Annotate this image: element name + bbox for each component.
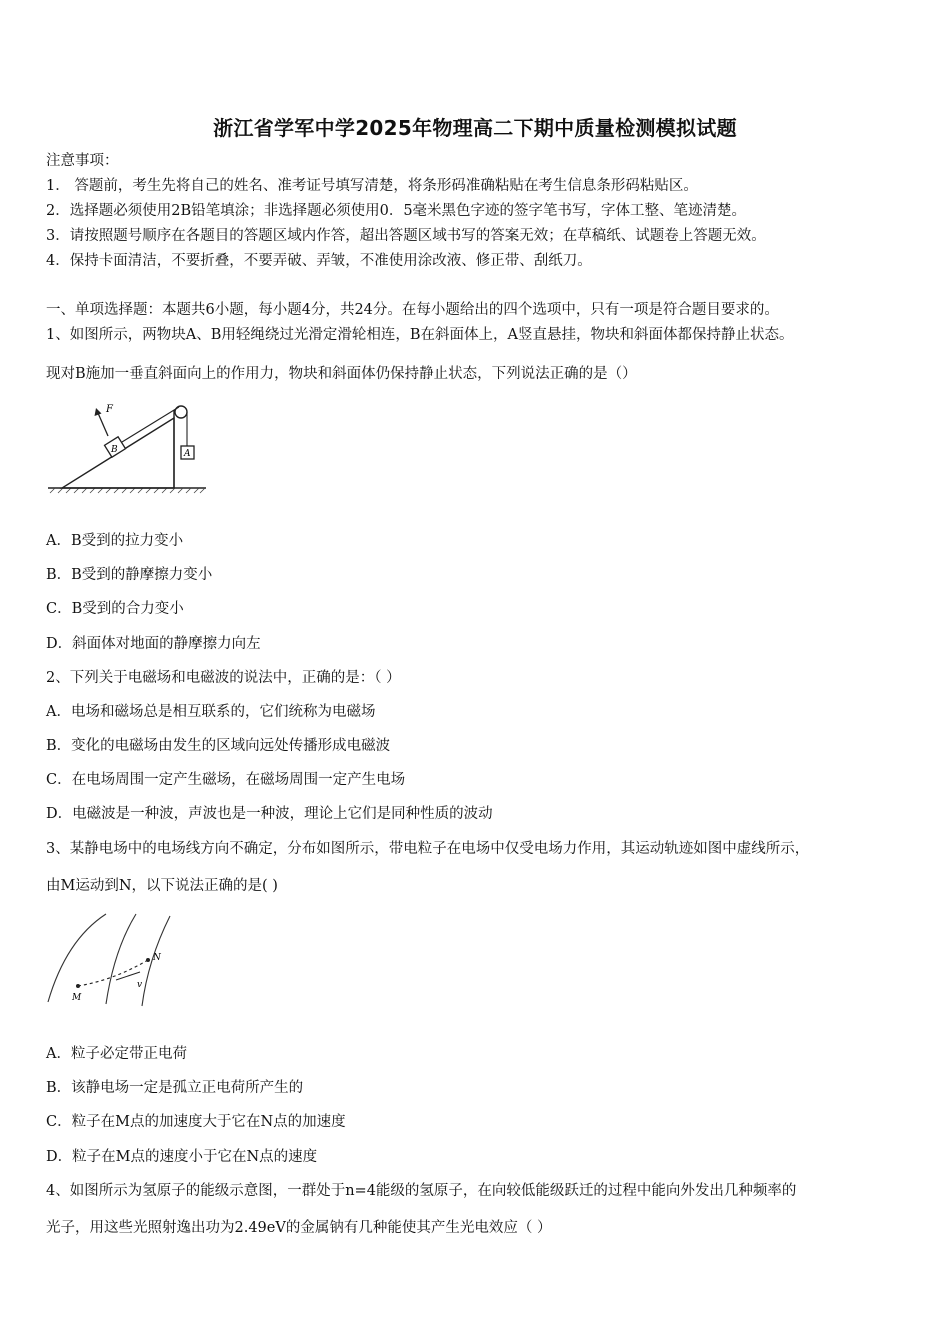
q4-stem-line2: 光子，用这些光照射逸出功为2.49eV的金属钠有几种能使其产生光电效应（ ） <box>46 1220 552 1236</box>
q1-stem-line2: 现对B施加一垂直斜面向上的作用力，物块和斜面体仍保持静止状态，下列说法正确的是（） <box>46 366 637 382</box>
q2-option-d: D．电磁波是一种波，声波也是一种波，理论上它们是同种性质的波动 <box>46 806 493 822</box>
q1-incline-figure <box>44 396 214 496</box>
q2-option-b: B．变化的电磁场由发生的区域向远处传播形成电磁波 <box>46 738 391 754</box>
q3-field-figure <box>44 910 174 1010</box>
force-arrow <box>98 413 108 436</box>
field-line-2 <box>106 914 136 1004</box>
q1-option-c: C．B受到的合力变小 <box>46 601 184 617</box>
q1-stem-line1: 1、如图所示，两物块A、B用轻绳绕过光滑定滑轮相连，B在斜面体上，A竖直悬挂，物块和斜面体都保持静止状态。 <box>46 327 794 343</box>
q2-stem: 2、下列关于电磁场和电磁波的说法中，正确的是：（ ） <box>46 670 401 686</box>
force-label: F <box>106 404 113 415</box>
section-heading: 一、单项选择题：本题共6小题，每小题4分，共24分。在每小题给出的四个选项中，只有一项是符合题目要求的。 <box>46 302 779 318</box>
q3-stem-line1: 3、某静电场中的电场线方向不确定，分布如图所示，带电粒子在电场中仅受电场力作用，其运动轨迹如图中虚线所示， <box>46 841 810 857</box>
label-v: v <box>137 980 143 990</box>
label-m: M <box>72 993 82 1003</box>
q3-option-a: A．粒子必定带正电荷 <box>46 1046 187 1062</box>
q1-option-a: A．B受到的拉力变小 <box>46 533 184 549</box>
q2-option-a: A．电场和磁场总是相互联系的，它们统称为电磁场 <box>46 704 376 720</box>
exam-title: 浙江省学军中学2025年物理高二下期中质量检测模拟试题 <box>213 116 737 140</box>
block-a-label: A <box>184 449 191 459</box>
q4-stem-line1: 4、如图所示为氢原子的能级示意图，一群处于n=4能级的氢原子，在向较低能级跃迁的过程中能向外发出几种频率的 <box>46 1183 797 1199</box>
notice-item-4: 4．保持卡面清洁，不要折叠，不要弄破、弄皱，不准使用涂改液、修正带、刮纸刀。 <box>46 253 592 269</box>
point-n <box>146 958 150 962</box>
block-b-label: B <box>111 445 118 455</box>
notice-item-3: 3．请按照题号顺序在各题目的答题区域内作答，超出答题区域书写的答案无效；在草稿纸、试题卷上答题无效。 <box>46 228 766 244</box>
velocity-line <box>116 972 140 980</box>
q3-option-d: D．粒子在M点的速度小于它在N点的速度 <box>46 1149 318 1165</box>
rope-to-b <box>122 407 179 442</box>
q3-option-c: C．粒子在M点的加速度大于它在N点的加速度 <box>46 1114 346 1130</box>
force-arrowhead <box>95 408 102 416</box>
notice-heading: 注意事项： <box>46 153 119 169</box>
q3-option-b: B．该静电场一定是孤立正电荷所产生的 <box>46 1080 304 1096</box>
point-m <box>76 984 80 988</box>
q1-option-d: D．斜面体对地面的静摩擦力向左 <box>46 636 261 652</box>
field-line-1 <box>48 914 106 1002</box>
q2-option-c: C．在电场周围一定产生磁场，在磁场周围一定产生电场 <box>46 772 406 788</box>
q3-stem-line2: 由M运动到N，以下说法正确的是( ) <box>46 878 278 894</box>
q1-option-b: B．B受到的静摩擦力变小 <box>46 567 213 583</box>
notice-item-2: 2．选择题必须使用2B铅笔填涂；非选择题必须使用0．5毫米黑色字迹的签字笔书写，字体工整、笔迹清楚。 <box>46 203 747 219</box>
notice-item-1: 1． 答题前，考生先将自己的姓名、准考证号填写清楚，将条形码准确粘贴在考生信息条形码粘贴区。 <box>46 178 698 194</box>
label-n: N <box>153 953 161 963</box>
